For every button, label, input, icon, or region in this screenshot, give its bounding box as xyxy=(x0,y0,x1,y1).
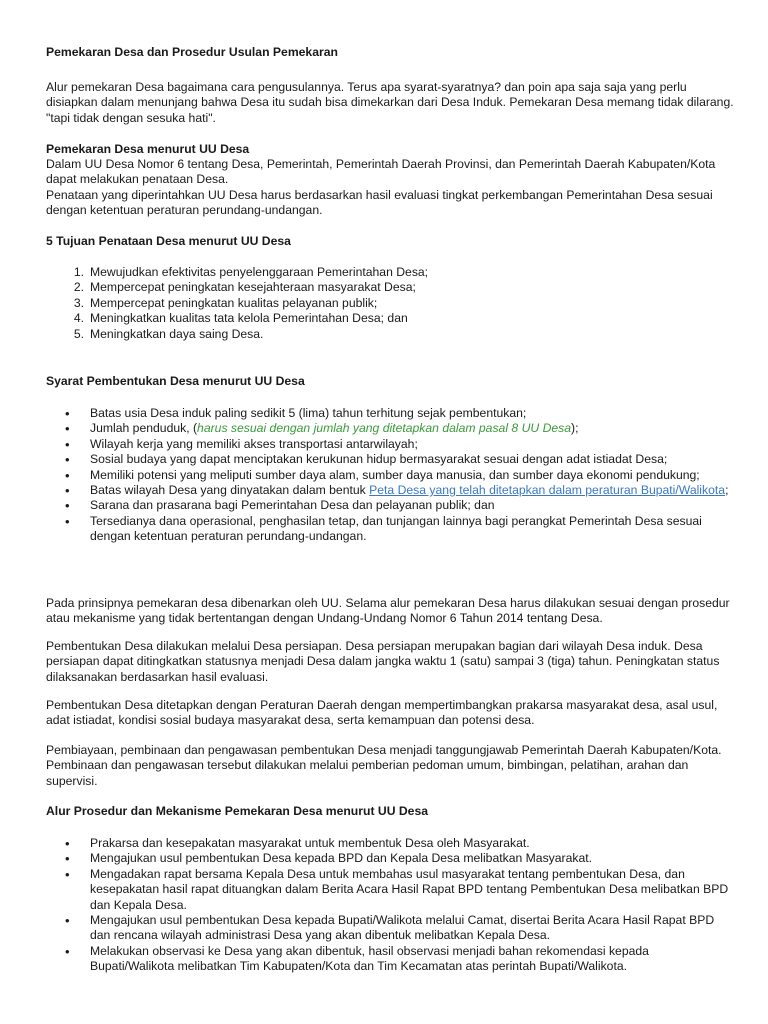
section1-para2: Penataan yang diperintahkan UU Desa harus berdasarkan hasil evaluasi tingkat perkembangan Pemerintahan Desa sesuai dengan ketentuan peraturan perundang-undangan. xyxy=(46,188,713,218)
bullet-icon: • xyxy=(65,421,70,437)
section1-para1: Dalam UU Desa Nomor 6 tentang Desa, Pemerintah, Pemerintah Daerah Provinsi, dan Pemerintah Daerah Kabupaten/Kota dapat melakukan penataan Desa. xyxy=(46,157,716,187)
document-title: Pemekaran Desa dan Prosedur Usulan Pemekaran xyxy=(46,45,338,59)
list-item: • Melakukan observasi ke Desa yang akan dibentuk, hasil observasi menjadi bahan rekomendasi kepada Bupati/Walikota melibatkan Tim Kabupaten/Kota dan Tim Kecamatan atas perintah Bupati/Walikota. xyxy=(65,943,649,974)
list-item: • Mengajukan usul pembentukan Desa kepada Bupati/Walikota melalui Camat, disertai Berita Acara Hasil Rapat BPD dan rencana wilayah administrasi Desa yang akan dibentuk melibatkan Kepala Desa. xyxy=(65,913,715,943)
list-item: • Sarana dan prasarana bagi Pemerintahan Desa dan pelayanan publik; dan xyxy=(65,498,495,514)
bullet-icon: • xyxy=(65,406,70,421)
bullet-icon: • xyxy=(65,498,70,514)
paragraph-desa-persiapan: Pembentukan Desa dilakukan melalui Desa persiapan. Desa persiapan merupakan bagian dari wilayah Desa induk. Desa persiapan dapat ditingkatkan statusnya menjadi Desa dalam jangka waktu 1 (satu) sampai 3 (tiga) tahun. Peningkatan status dilaksanakan berdasarkan hasil evaluasi. xyxy=(46,639,720,684)
bullet-icon: • xyxy=(65,836,70,851)
bullet-icon: • xyxy=(65,467,70,483)
list-item: • Prakarsa dan kesepakatan masyarakat untuk membentuk Desa oleh Masyarakat. xyxy=(65,836,530,851)
list-item: • Batas wilayah Desa yang dinyatakan dalam bentuk Peta Desa yang telah ditetapkan dalam peraturan Bupati/Walikota; xyxy=(65,483,729,499)
section4-heading: Alur Prosedur dan Mekanisme Pemekaran Desa menurut UU Desa xyxy=(46,804,429,818)
paragraph-pembiayaan: Pembiayaan, pembinaan dan pengawasan pembentukan Desa menjadi tanggungjawab Pemerintah Daerah Kabupaten/Kota. Pembinaan dan pengawasan tersebut dilakukan melalui pemberian pedoman umum, bimbingan, pelatihan, arahan dan supervisi. xyxy=(46,743,722,788)
bullet-icon: • xyxy=(65,943,70,959)
list-item: 4. Meningkatkan kualitas tata kelola Pemerintahan Desa; dan xyxy=(73,311,408,326)
bullet-icon: • xyxy=(65,513,70,529)
list-item: • Memiliki potensi yang meliputi sumber daya alam, sumber daya manusia, dan sumber daya ekonomi pendukung; xyxy=(65,467,700,483)
goals-list xyxy=(46,265,736,342)
list-item: • Jumlah penduduk, (harus sesuai dengan jumlah yang ditetapkan dalam pasal 8 UU Desa); xyxy=(65,421,579,437)
list-item: • Sosial budaya yang dapat menciptakan kerukunan hidup bermasyarakat sesuai dengan adat istiadat Desa; xyxy=(65,452,668,468)
intro-paragraph: Alur pemekaran Desa bagaimana cara pengusulannya. Terus apa syarat-syaratnya? dan poin apa saja saja yang perlu disiapkan dalam menunjang bahwa Desa itu sudah bisa dimekarkan dari Desa Induk. Pemekaran Desa memang tidak dilarang. "tapi tidak dengan sesuka hati". xyxy=(46,80,734,125)
bullet-icon: • xyxy=(65,851,70,867)
list-item: 5. Meningkatkan daya saing Desa. xyxy=(73,326,264,341)
section2-heading: 5 Tujuan Penataan Desa menurut UU Desa xyxy=(46,234,291,248)
bullet-icon: • xyxy=(65,483,70,499)
requirements-list xyxy=(46,406,736,545)
list-item: 1. Mewujudkan efektivitas penyelenggaraan Pemerintahan Desa; xyxy=(73,265,429,279)
procedure-list xyxy=(46,836,736,975)
bullet-icon: • xyxy=(65,866,70,882)
list-item: • Batas usia Desa induk paling sedikit 5 (lima) tahun terhitung sejak pembentukan; xyxy=(65,406,527,421)
section1-heading: Pemekaran Desa menurut UU Desa xyxy=(46,142,250,156)
list-item: • Wilayah kerja yang memiliki akses transportasi antarwilayah; xyxy=(65,436,418,452)
bullet-icon: • xyxy=(65,913,70,929)
pasal-note: harus sesuai dengan jumlah yang ditetapkan dalam pasal 8 UU Desa xyxy=(197,421,572,436)
list-item: 2. Mempercepat peningkatan kesejahteraan masyarakat Desa; xyxy=(73,280,416,295)
list-item: • Tersedianya dana operasional, penghasilan tetap, dan tunjangan lainnya bagi perangkat Pemerintah Desa sesuai dengan ketentuan peraturan perundang-undangan. xyxy=(65,513,702,544)
paragraph-prinsip: Pada prinsipnya pemekaran desa dibenarkan oleh UU. Selama alur pemekaran Desa harus dilakukan sesuai dengan prosedur atau mekanisme yang tidak bertentangan dengan Undang-Undang Nomor 6 Tahun 2014 tentang Desa. xyxy=(46,596,730,626)
list-item: • Mengadakan rapat bersama Kepala Desa untuk membahas usul masyarakat tentang pembentukan Desa, dan kesepakatan hasil rapat dituangkan dalam Berita Acara Hasil Rapat BPD tentang Pembentukan Desa melibatkan BPD dan Kepala Desa. xyxy=(65,866,729,912)
paragraph-perda: Pembentukan Desa ditetapkan dengan Peraturan Daerah dengan mempertimbangkan prakarsa masyarakat desa, asal usul, adat istiadat, kondisi sosial budaya masyarakat desa, serta kemampuan dan potensi desa. xyxy=(46,698,718,728)
list-item: • Mengajukan usul pembentukan Desa kepada BPD dan Kepala Desa melibatkan Masyarakat. xyxy=(65,851,593,867)
section3-heading: Syarat Pembentukan Desa menurut UU Desa xyxy=(46,374,305,388)
bullet-icon: • xyxy=(65,452,70,468)
bullet-icon: • xyxy=(65,436,70,452)
list-item: 3. Mempercepat peningkatan kualitas pelayanan publik; xyxy=(73,295,378,310)
peta-desa-link[interactable]: Peta Desa yang telah ditetapkan dalam peraturan Bupati/Walikota xyxy=(369,483,726,498)
